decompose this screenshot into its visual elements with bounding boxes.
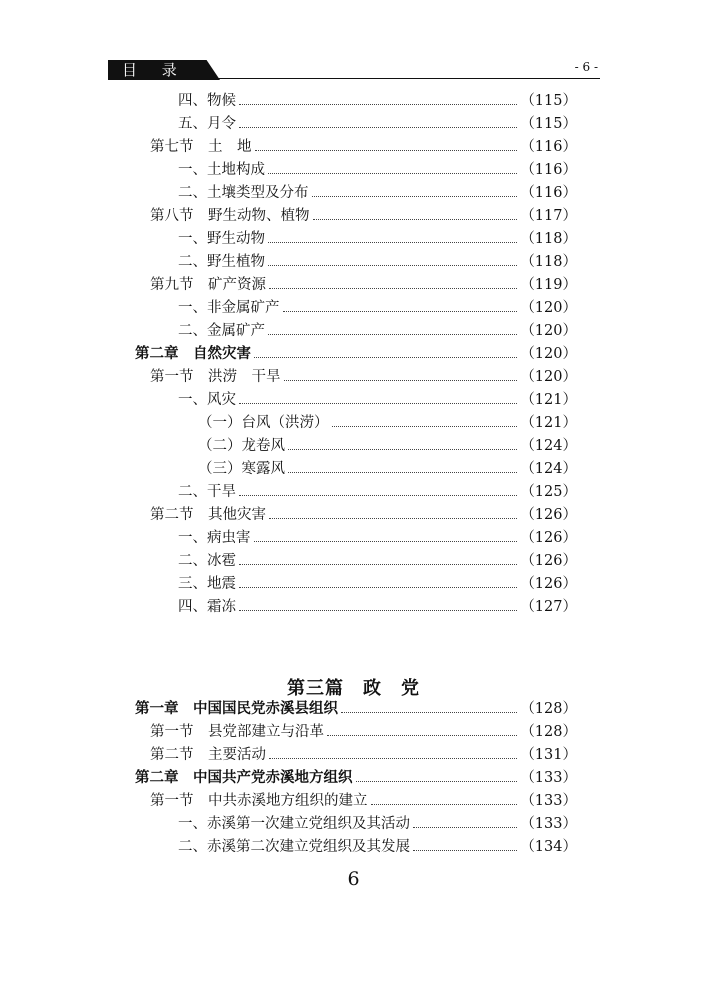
toc-entry-title: 四、物候 <box>178 93 236 109</box>
toc-entry-title: 第二章 中国共产党赤溪地方组织 <box>135 770 353 786</box>
toc-leader-dots <box>255 150 518 151</box>
toc-leader-dots <box>371 804 518 805</box>
toc-leader-dots <box>269 758 517 759</box>
toc-leader-dots <box>413 850 517 851</box>
toc-entry-page: （120） <box>520 323 577 339</box>
page-header <box>108 60 600 80</box>
toc-entry-page: （119） <box>520 277 577 293</box>
toc-leader-dots <box>341 712 517 713</box>
toc-entry[interactable] <box>0 159 707 181</box>
toc-entry-title: 一、风灾 <box>178 392 236 408</box>
toc-entry-page: （115） <box>520 93 577 109</box>
toc-entry[interactable] <box>0 435 707 457</box>
toc-entry[interactable] <box>0 90 707 112</box>
toc-entry-page: （126） <box>520 530 577 546</box>
toc-entry[interactable] <box>0 136 707 158</box>
toc-entry-page: （120） <box>520 300 577 316</box>
toc-entry-title: 一、土地构成 <box>178 162 265 178</box>
toc-leader-dots <box>327 735 517 736</box>
toc-entry-page: （126） <box>520 553 577 569</box>
toc-entry[interactable] <box>0 481 707 503</box>
toc-entry-title: 第一节 县党部建立与沿革 <box>150 724 324 740</box>
header-label: 目 录 <box>122 61 187 79</box>
toc-entry-title: （三）寒露风 <box>198 461 285 477</box>
toc-entry-title: 第八节 野生动物、植物 <box>150 208 310 224</box>
toc-entry-title: 四、霜冻 <box>178 599 236 615</box>
toc-entry[interactable] <box>0 274 707 296</box>
toc-entry-title: 第二章 自然灾害 <box>135 346 251 362</box>
toc-entry-title: 一、病虫害 <box>178 530 251 546</box>
toc-entry[interactable] <box>0 790 707 812</box>
toc-entry-page: （131） <box>520 747 577 763</box>
toc-entry-page: （118） <box>520 231 577 247</box>
toc-entry-title: 第二节 其他灾害 <box>150 507 266 523</box>
toc-entry-page: （128） <box>520 701 577 717</box>
toc-entry[interactable] <box>0 297 707 319</box>
toc-entry-title: 二、冰雹 <box>178 553 236 569</box>
toc-leader-dots <box>269 518 517 519</box>
toc-entry[interactable] <box>0 251 707 273</box>
toc-entry[interactable] <box>0 767 707 789</box>
toc-entry-page: （120） <box>520 369 577 385</box>
toc-entry-page: （116） <box>520 139 577 155</box>
toc-entry[interactable] <box>0 698 707 720</box>
toc-entry[interactable] <box>0 527 707 549</box>
toc-entry[interactable] <box>0 573 707 595</box>
toc-entry-page: （125） <box>520 484 577 500</box>
toc-entry-title: 三、地震 <box>178 576 236 592</box>
toc-entry[interactable] <box>0 205 707 227</box>
toc-entry[interactable] <box>0 836 707 858</box>
toc-leader-dots <box>268 265 517 266</box>
toc-entry-page: （121） <box>520 415 577 431</box>
header-rule <box>208 78 600 79</box>
toc-entry-title: 二、干旱 <box>178 484 236 500</box>
toc-entry-title: 一、非金属矿产 <box>178 300 280 316</box>
toc-entry[interactable] <box>0 182 707 204</box>
toc-entry[interactable] <box>0 813 707 835</box>
toc-leader-dots <box>269 288 517 289</box>
toc-entry-page: （133） <box>520 816 577 832</box>
header-page-marker: - 6 - <box>574 60 598 74</box>
toc-entry-page: （126） <box>520 507 577 523</box>
toc-entry-page: （133） <box>520 793 577 809</box>
toc-leader-dots <box>239 564 517 565</box>
toc-entry-title: 二、野生植物 <box>178 254 265 270</box>
toc-entry-title: （二）龙卷风 <box>198 438 285 454</box>
toc-leader-dots <box>239 587 517 588</box>
toc-entry[interactable] <box>0 504 707 526</box>
toc-leader-dots <box>239 610 517 611</box>
toc-leader-dots <box>283 311 518 312</box>
toc-leader-dots <box>288 472 517 473</box>
toc-leader-dots <box>284 380 518 381</box>
toc-leader-dots <box>268 334 517 335</box>
toc-entry-page: （124） <box>520 461 577 477</box>
toc-entry[interactable] <box>0 389 707 411</box>
toc-entry-title: 第一章 中国国民党赤溪县组织 <box>135 701 338 717</box>
toc-entry-page: （117） <box>520 208 577 224</box>
toc-leader-dots <box>268 242 517 243</box>
toc-entry-page: （120） <box>520 346 577 362</box>
toc-entry[interactable] <box>0 113 707 135</box>
toc-entry-page: （124） <box>520 438 577 454</box>
toc-entry[interactable] <box>0 458 707 480</box>
toc-entry-page: （128） <box>520 724 577 740</box>
toc-entry[interactable] <box>0 721 707 743</box>
toc-entry-title: 第一节 中共赤溪地方组织的建立 <box>150 793 368 809</box>
toc-leader-dots <box>239 104 517 105</box>
toc-leader-dots <box>313 219 518 220</box>
toc-entry-page: （116） <box>520 185 577 201</box>
toc-entry[interactable] <box>0 412 707 434</box>
toc-leader-dots <box>239 403 517 404</box>
toc-leader-dots <box>332 426 518 427</box>
toc-entry-page: （134） <box>520 839 577 855</box>
toc-entry-title: 第二节 主要活动 <box>150 747 266 763</box>
toc-entry[interactable] <box>0 366 707 388</box>
toc-leader-dots <box>413 827 517 828</box>
part-title: 第三篇 政 党 <box>287 678 420 699</box>
toc-entry-title: 第一节 洪涝 干旱 <box>150 369 281 385</box>
toc-entry[interactable] <box>0 744 707 766</box>
toc-entry[interactable] <box>0 550 707 572</box>
toc-entry-page: （127） <box>520 599 577 615</box>
toc-entry[interactable] <box>0 320 707 342</box>
toc-leader-dots <box>239 127 517 128</box>
toc-leader-dots <box>239 495 517 496</box>
toc-entry-page: （115） <box>520 116 577 132</box>
toc-entry-page: （126） <box>520 576 577 592</box>
toc-leader-dots <box>356 781 518 782</box>
toc-entry[interactable] <box>0 596 707 618</box>
toc-entry-title: 二、赤溪第二次建立党组织及其发展 <box>178 839 410 855</box>
toc-leader-dots <box>254 357 517 358</box>
footer-page-number: 6 <box>347 868 360 890</box>
toc-entry[interactable] <box>0 343 707 365</box>
toc-entry-title: 五、月令 <box>178 116 236 132</box>
toc-entry-title: 第九节 矿产资源 <box>150 277 266 293</box>
toc-entry-title: 一、赤溪第一次建立党组织及其活动 <box>178 816 410 832</box>
toc-leader-dots <box>268 173 517 174</box>
toc-entry-title: （一）台风（洪涝） <box>198 415 329 431</box>
toc-entry-title: 第七节 土 地 <box>150 139 252 155</box>
toc-entry-page: （121） <box>520 392 577 408</box>
toc-entry-title: 一、野生动物 <box>178 231 265 247</box>
toc-leader-dots <box>312 196 518 197</box>
toc-entry[interactable] <box>0 228 707 250</box>
toc-entry-page: （118） <box>520 254 577 270</box>
toc-leader-dots <box>254 541 518 542</box>
toc-entry-title: 二、土壤类型及分布 <box>178 185 309 201</box>
toc-entry-title: 二、金属矿产 <box>178 323 265 339</box>
toc-leader-dots <box>288 449 517 450</box>
toc-entry-page: （133） <box>520 770 577 786</box>
toc-entry-page: （116） <box>520 162 577 178</box>
